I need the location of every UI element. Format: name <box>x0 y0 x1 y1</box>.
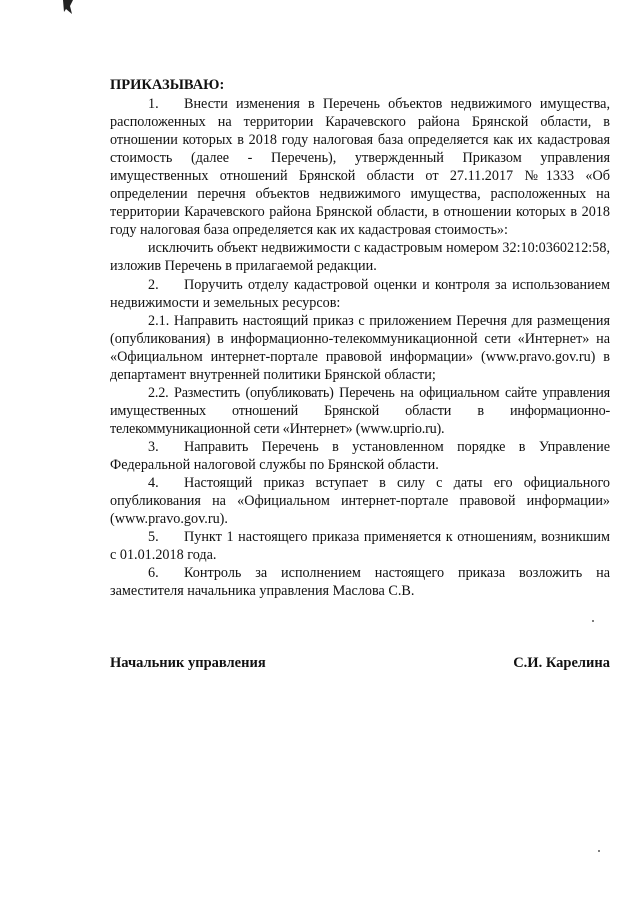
paragraph-text: Внести изменения в Перечень объектов недвижимого имущества, расположенных на территории Карачевского района Брянской области, в отношении которых в 2018 году налоговая база определяется как их кадастровая стоимость (далее - Перечень), утвержденный Приказом управления имущественных отношений Брянской области от 27.11.2017 №1333 «Об определении перечня объектов недвижимого имущества, расположенных на территории Карачевского района Брянской области, в отношении которых в 2018 году налоговая база определяется как их кадастровая стоимость»: <box>110 96 610 239</box>
paragraph-2-2: 2.2. Разместить (опубликовать) Перечень на официальном сайте управления имущественных отношений Брянской области в информационно-телекоммуникационной сети «Интернет» (www.uprio.ru). <box>110 384 610 437</box>
scan-speck <box>592 620 594 622</box>
order-body <box>110 76 610 600</box>
paragraph-5 <box>110 528 610 564</box>
paragraph-3 <box>110 438 610 474</box>
paragraph-number: 3. <box>148 438 159 455</box>
paragraph-text: Поручить отделу кадастровой оценки и контроля за использованием недвижимости и земельных ресурсов: <box>110 276 610 311</box>
scan-speck <box>598 850 600 852</box>
paragraph-2-1: 2.1. Направить настоящий приказ с приложением Перечня для размещения (опубликования) в информационно-телекоммуникационной сети «Интернет» на «Официальном интернет-портале правовой информации» (www.pravo.gov.ru) в департамент внутренней политики Брянской области; <box>110 312 610 383</box>
signatory-position: Начальник управления <box>110 655 266 671</box>
paragraph-number: 5. <box>148 529 159 546</box>
paragraph-1-sub: исключить объект недвижимости с кадастровым номером 32:10:0360212:58, изложив Перечень в прилагаемой редакции. <box>110 240 610 275</box>
paragraph-number: 1. <box>148 96 159 113</box>
paragraph-text: Пункт 1 настоящего приказа применяется к отношениям, возникшим с 01.01.2018 года. <box>110 529 610 564</box>
paragraph-text: Настоящий приказ вступает в силу с даты его официального опубликования на «Официальном интернет-портале правовой информации» (www.pravo.gov.ru). <box>110 475 610 528</box>
signatory-name: С.И. Карелина <box>513 655 610 671</box>
paragraph-2 <box>110 276 610 312</box>
paragraph-number: 4. <box>148 475 159 492</box>
paragraph-6 <box>110 564 610 600</box>
scan-mark-icon <box>62 0 74 14</box>
paragraph-1 <box>110 95 610 239</box>
order-heading: ПРИКАЗЫВАЮ: <box>110 77 225 93</box>
paragraph-4 <box>110 474 610 528</box>
paragraph-number: 2. <box>148 276 159 293</box>
paragraph-text: Направить Перечень в установленном порядке в Управление Федеральной налоговой службы по Брянской области. <box>110 438 610 473</box>
paragraph-number: 6. <box>148 565 159 582</box>
paragraph-text: Контроль за исполнением настоящего приказа возложить на заместителя начальника управления Маслова С.В. <box>110 565 610 600</box>
